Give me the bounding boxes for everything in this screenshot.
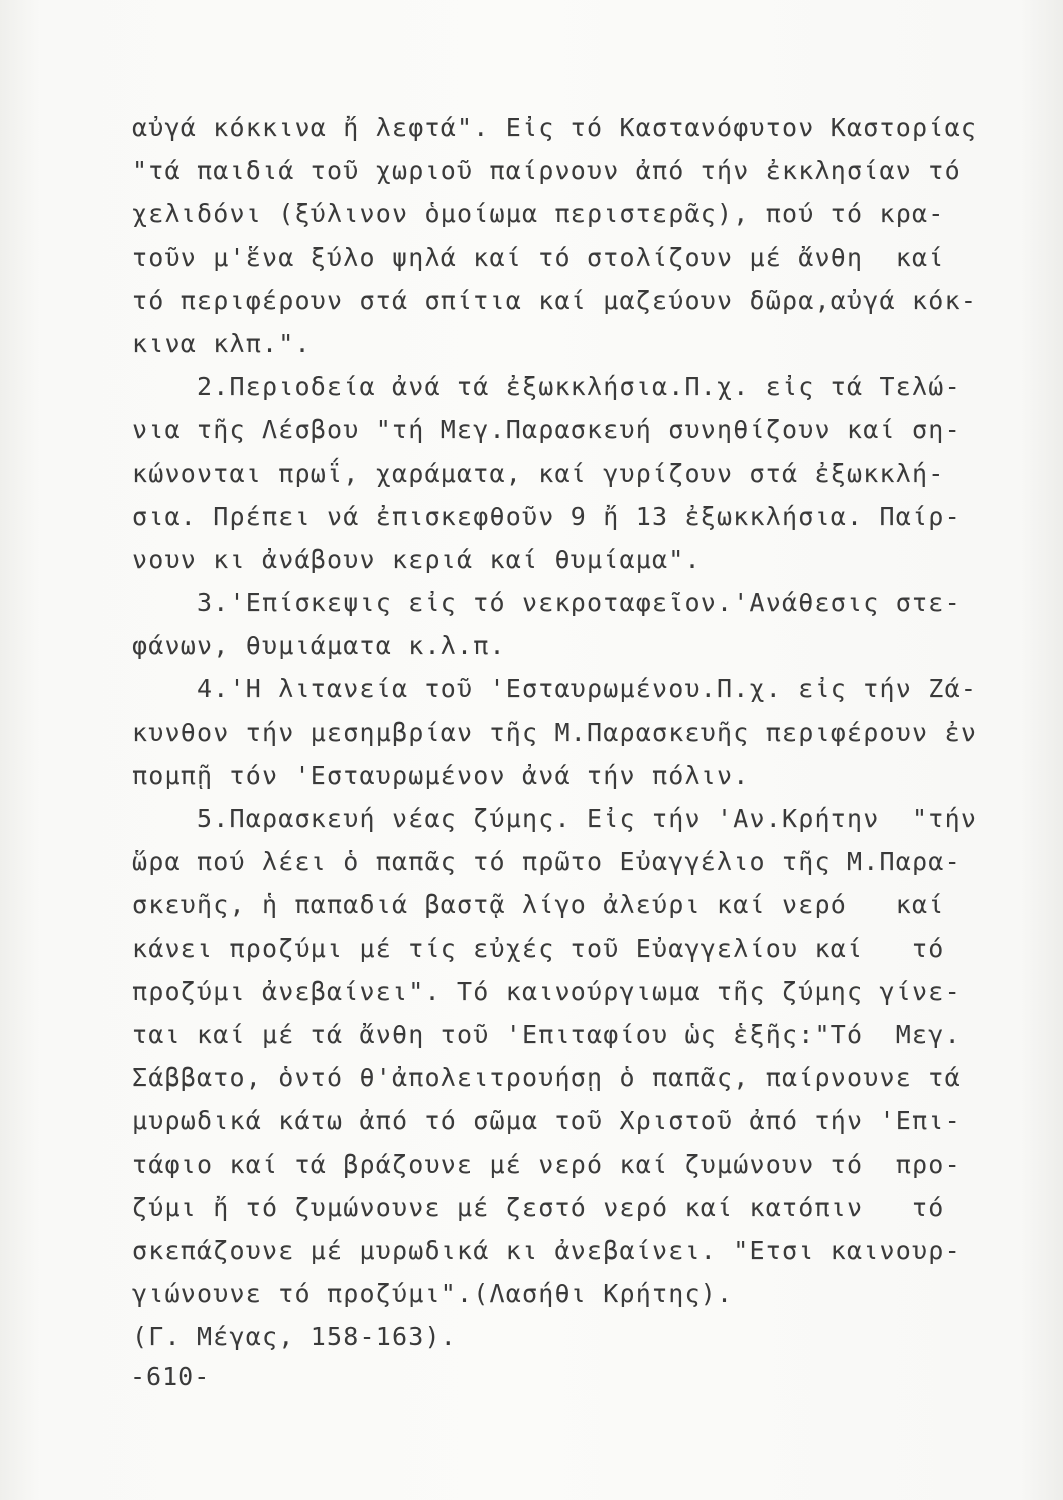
text-line: 2.Περιοδεία ἀνά τά ἐξωκκλήσια.Π.χ. εἰς τά Τελώ-: [132, 372, 961, 402]
text-line: κυνθον τήν μεσημβρίαν τῆς Μ.Παρασκευῆς περιφέρουν ἐν: [132, 717, 978, 747]
text-line: ται καί μέ τά ἄνθη τοῦ 'Επιταφίου ὡς ἑξῆς:"Τό Μεγ.: [132, 1019, 961, 1049]
text-line: σια. Πρέπει νά ἐπισκεφθοῦν 9 ἤ 13 ἐξωκκλήσια. Παίρ-: [132, 501, 961, 531]
text-line: τοῦν μ'ἕνα ξύλο ψηλά καί τό στολίζουν μέ ἄνθη καί: [132, 242, 945, 272]
text-line: 5.Παρασκευή νέας ζύμης. Εἰς τήν 'Αν.Κρήτην "τήν: [132, 804, 978, 833]
text-line: μυρωδικά κάτω ἀπό τό σῶμα τοῦ Χριστοῦ ἀπό τήν 'Επι-: [132, 1106, 961, 1136]
text-line: γιώνουνε τό προζύμι".(Λασήθι Κρήτης).: [132, 1279, 734, 1309]
text-line: χελιδόνι (ξύλινον ὁμοίωμα περιστερᾶς), πού τό κρα-: [132, 199, 945, 229]
text-line: νουν κι ἀνάβουν κεριά καί θυμίαμα".: [132, 544, 701, 574]
text-line: τάφιο καί τά βράζουνε μέ νερό καί ζυμώνουν τό προ-: [132, 1149, 961, 1179]
text-line: νια τῆς Λέσβου "τή Μεγ.Παρασκευή συνηθίζουν καί ση-: [132, 415, 961, 445]
text-line: αὐγά κόκκινα ἤ λεφτά". Εἰς τό Καστανόφυτον Καστορίας: [132, 113, 978, 142]
page-number: -610-: [130, 1362, 211, 1391]
text-line: φάνων, θυμιάματα κ.λ.π.: [132, 631, 506, 661]
text-line: κάνει προζύμι μέ τίς εὐχές τοῦ Εὐαγγελίου καί τό: [132, 933, 945, 963]
text-line: σκεπάζουνε μέ μυρωδικά κι ἀνεβαίνει. "Ετσι καινουρ-: [132, 1235, 961, 1265]
text-line: πομπῇ τόν 'Εσταυρωμένον ἀνά τήν πόλιν.: [132, 760, 750, 790]
text-line: σκευῆς, ἡ παπαδιά βαστᾷ λίγο ἀλεύρι καί νερό καί: [132, 890, 945, 920]
text-line: 3.'Επίσκεψις εἰς τό νεκροταφεῖον.'Ανάθεσις στε-: [132, 588, 961, 618]
text-line: ὥρα πού λέει ὁ παπᾶς τό πρῶτο Εὐαγγέλιο τῆς Μ.Παρα-: [132, 847, 961, 877]
text-line: κινα κλπ.".: [132, 328, 311, 358]
text-line: (Γ. Μέγας, 158-163).: [132, 1322, 458, 1352]
text-line: "τά παιδιά τοῦ χωριοῦ παίρνουν ἀπό τήν ἐκκλησίαν τό: [132, 156, 961, 186]
text-line: Σάββατο, ὁντό θ'ἀπολειτρουήσῃ ὁ παπᾶς, παίρνουνε τά: [132, 1063, 961, 1093]
text-line: ζύμι ἤ τό ζυμώνουνε μέ ζεστό νερό καί κατόπιν τό: [132, 1192, 945, 1222]
body-text: [132, 106, 1032, 1358]
text-line: προζύμι ἀνεβαίνει". Τό καινούργιωμα τῆς ζύμης γίνε-: [132, 976, 961, 1006]
text-line: κώνονται πρωΐ, χαράματα, καί γυρίζουν στά ἐξωκκλή-: [132, 458, 945, 488]
text-line: 4.'Η λιτανεία τοῦ 'Εσταυρωμένου.Π.χ. εἰς τήν Ζά-: [132, 674, 978, 704]
text-line: τό περιφέρουν στά σπίτια καί μαζεύουν δῶρα,αὐγά κόκ-: [132, 285, 978, 315]
